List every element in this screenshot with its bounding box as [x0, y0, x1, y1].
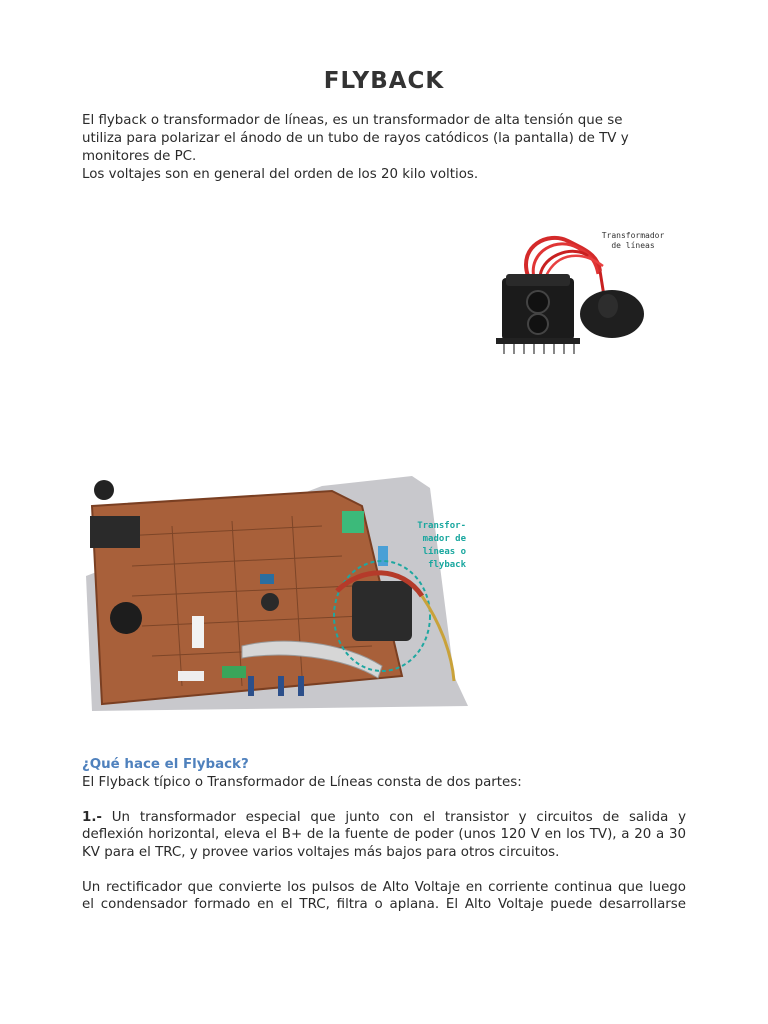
flyback-transformer-image — [488, 226, 668, 360]
section-intro: El Flyback típico o Transformador de Líneas consta de dos partes: — [82, 774, 522, 790]
figure2-label: mador de — [422, 534, 466, 544]
figure1-label: de líneas — [611, 241, 655, 250]
item1-line: deflexión horizontal, eleva el B+ de la fuente de poder (unos 120 V en los TV), a 20 a 30 — [82, 827, 686, 842]
figure2-label: líneas o — [422, 547, 466, 557]
section-what-does-flyback-do — [82, 756, 686, 914]
paragraph2-line: Un rectificador que convierte los pulsos de Alto Voltaje en corriente continua que luego — [82, 879, 686, 895]
figure2-label: flyback — [428, 560, 466, 570]
intro-line: El flyback o transformador de líneas, es un transformador de alta tensión que se — [82, 113, 623, 128]
intro-line: monitores de PC. — [82, 149, 197, 164]
item1-number: 1.- — [82, 809, 102, 825]
paragraph2-line: el condensador formado en el TRC, filtra o aplana. El Alto Voltaje puede desarrollarse — [82, 897, 686, 912]
item1-line: KV para el TRC, y provee varios voltajes más bajos para otros circuitos. — [82, 844, 560, 860]
figure2-label: Transfor- — [417, 521, 466, 531]
intro-line: utiliza para polarizar el ánodo de un tubo de rayos catódicos (la pantalla) de TV y — [82, 131, 629, 146]
circuit-board-image — [82, 466, 468, 716]
intro-paragraph — [82, 112, 682, 184]
page-title: FLYBACK — [323, 68, 445, 94]
figure1-label: Transformador — [601, 231, 665, 240]
item1-text: Un transformador especial que junto con el transistor y circuitos de salida y — [111, 809, 686, 825]
section-heading: ¿Qué hace el Flyback? — [82, 757, 249, 772]
item1-line — [82, 809, 686, 827]
intro-line: Los voltajes son en general del orden de los 20 kilo voltios. — [82, 167, 479, 182]
